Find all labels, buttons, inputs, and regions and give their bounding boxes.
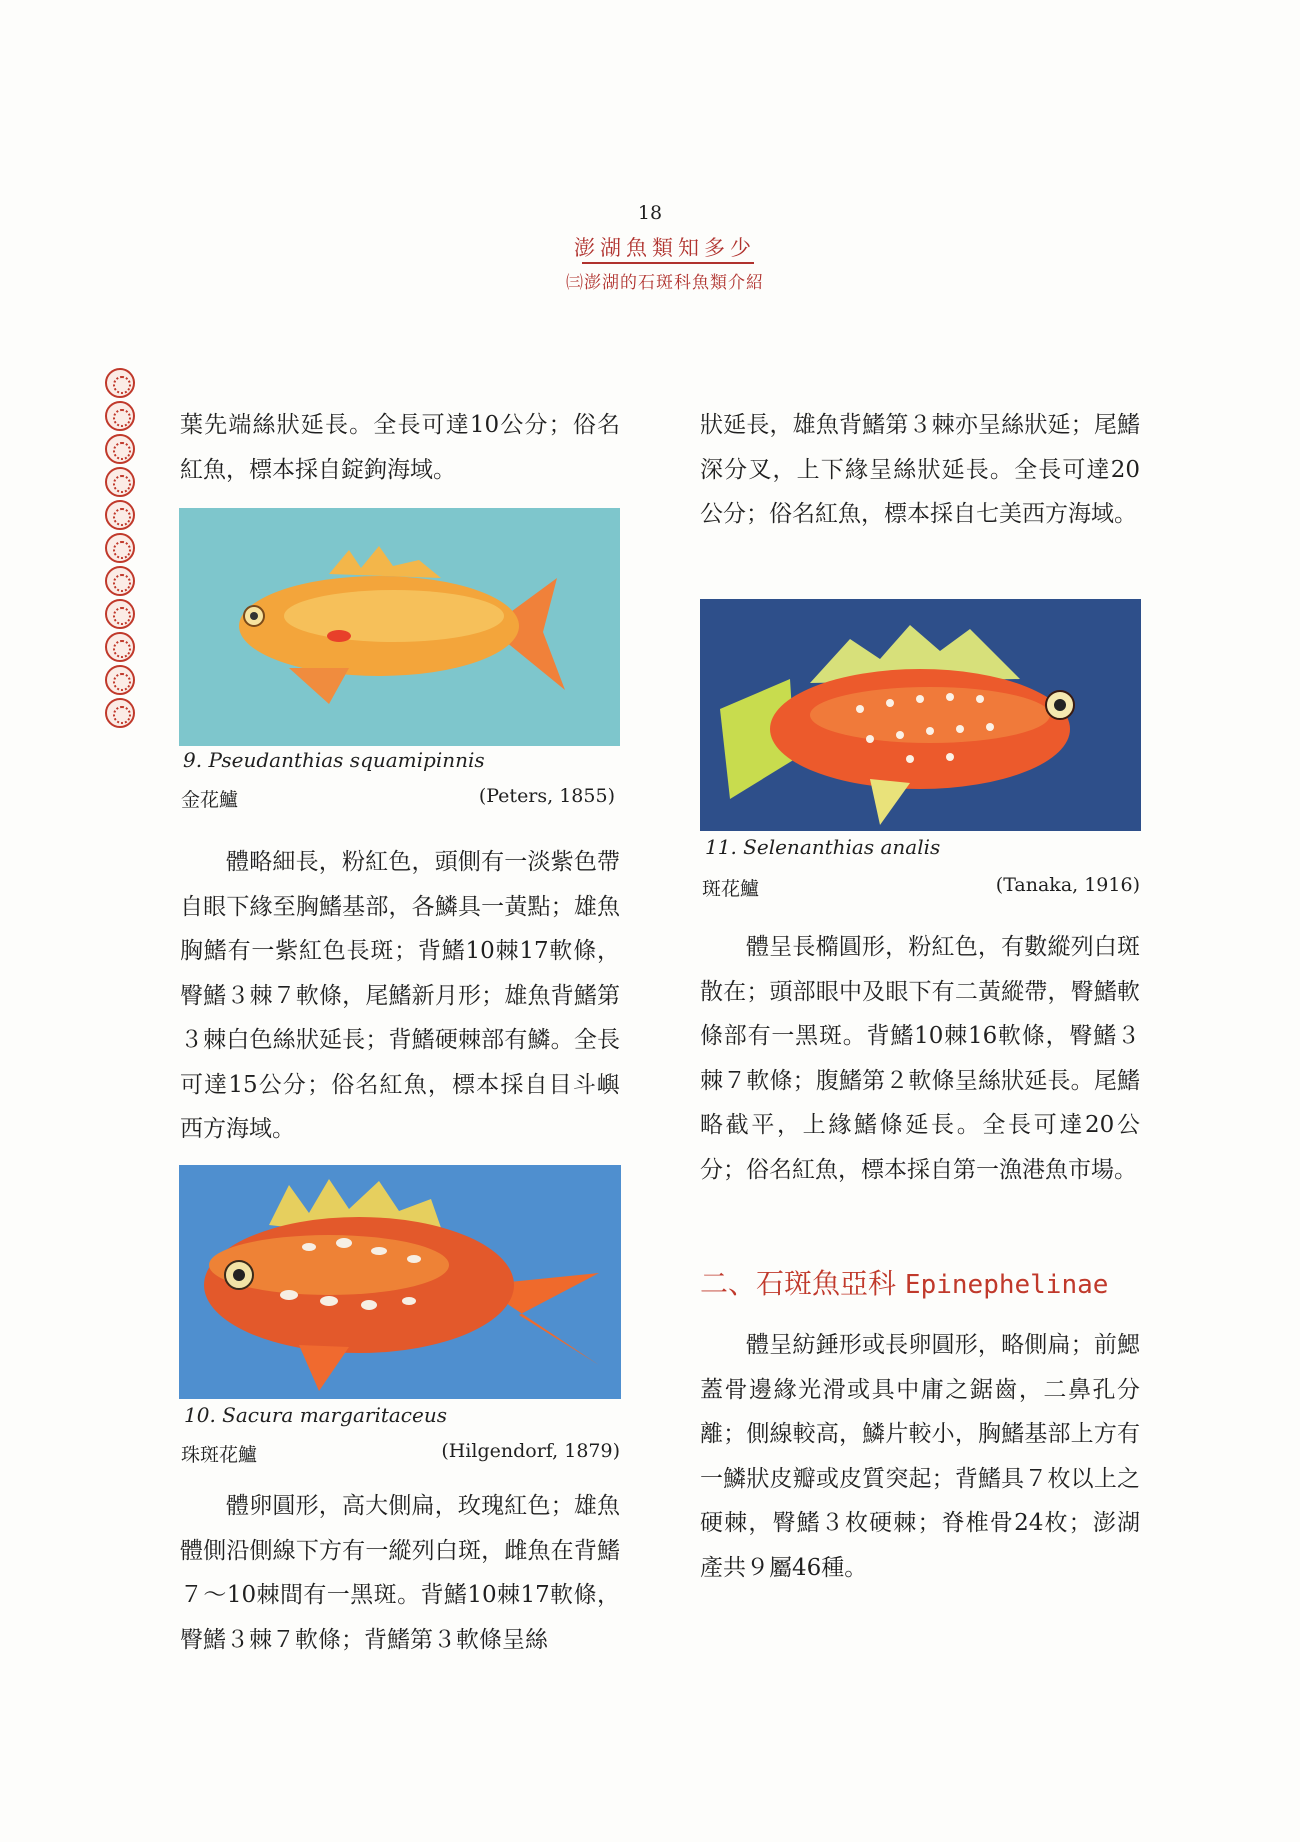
fig11-scientific-name: 11. Selenanthias analis [705,835,941,859]
fig10-description-continued: 狀延長，雄魚背鰭第３棘亦呈絲狀延；尾鰭深分叉，上下緣呈絲狀延長。全長可達20公分；俗名紅魚，標本採自七美西方海域。 [700,412,1140,527]
intro-paragraph: 葉先端絲狀延長。全長可達10公分；俗名紅魚，標本採自錠鉤海域。 [180,412,620,483]
seal-icon [105,599,135,629]
fig10-chinese-name: 珠斑花鱸 [181,1444,258,1466]
fig9-scientific-name: 9. Pseudanthias squamipinnis [183,748,485,772]
fig10-authority: (Hilgendorf, 1879) [441,1440,620,1462]
section-heading-chinese: 二、石斑魚亞科 [700,1267,897,1300]
seal-icon [105,368,135,398]
seal-icon [105,500,135,530]
fish-photo-10 [179,1165,621,1399]
fish-photo-11 [700,599,1141,831]
fig10-description: 體卵圓形，高大側扁，玫瑰紅色；雄魚體側沿側線下方有一縱列白斑，雌魚在背鰭７～10棘間有一黑斑。背鰭10棘17軟條，臀鰭３棘７軟條；背鰭第３軟條呈絲 [180,1493,620,1653]
seal-icon [105,632,135,662]
fig9-authority: (Peters, 1855) [478,785,615,807]
seal-icon [105,566,135,596]
page-number: 18 [637,202,663,224]
fig9-description: 體略細長，粉紅色，頭側有一淡紫色帶自眼下緣至胸鰭基部，各鱗具一黃點；雄魚胸鰭有一紫紅色長斑；背鰭10棘17軟條，臀鰭３棘７軟條，尾鰭新月形；雄魚背鰭第３棘白色絲狀延長；背鰭硬棘部有鱗。全長可達15公分；俗名紅魚，標本採自目斗嶼西方海域。 [180,849,620,1142]
section-heading [700,1262,1108,1302]
fig11-chinese-name: 斑花鱸 [702,878,760,900]
section-description: 體呈紡錘形或長卵圓形，略側扁；前鰓蓋骨邊緣光滑或具中庸之鋸齒，二鼻孔分離；側線較高，鱗片較小，胸鰭基部上方有一鱗狀皮瓣或皮質突起；背鰭具７枚以上之硬棘，臀鰭３枚硬棘；脊椎骨24枚；澎湖產共９屬46種。 [700,1332,1140,1581]
seal-icon [105,467,135,497]
running-subtitle: ㈢澎湖的石斑科魚類介紹 [566,273,764,293]
fig11-description: 體呈長橢圓形，粉紅色，有數縱列白斑散在；頭部眼中及眼下有二黃縱帶，臀鰭軟條部有一黑斑。背鰭10棘16軟條，臀鰭３棘７軟條；腹鰭第２軟條呈絲狀延長。尾鰭略截平，上緣鰭條延長。全長可達20公分；俗名紅魚，標本採自第一漁港魚市場。 [700,934,1140,1183]
fish-photo-9 [179,508,620,746]
seal-icon [105,434,135,464]
decorative-seal-column [105,368,141,731]
fig9-chinese-name: 金花鱸 [181,789,239,811]
fig11-authority: (Tanaka, 1916) [995,874,1140,896]
title-rule [582,262,754,264]
seal-icon [105,401,135,431]
seal-icon [105,698,135,728]
seal-icon [105,533,135,563]
running-title: 澎湖魚類知多少 [574,236,756,260]
seal-icon [105,665,135,695]
section-heading-latin: Epinephelinae [904,1270,1109,1300]
fig10-scientific-name: 10. Sacura margaritaceus [184,1403,447,1427]
